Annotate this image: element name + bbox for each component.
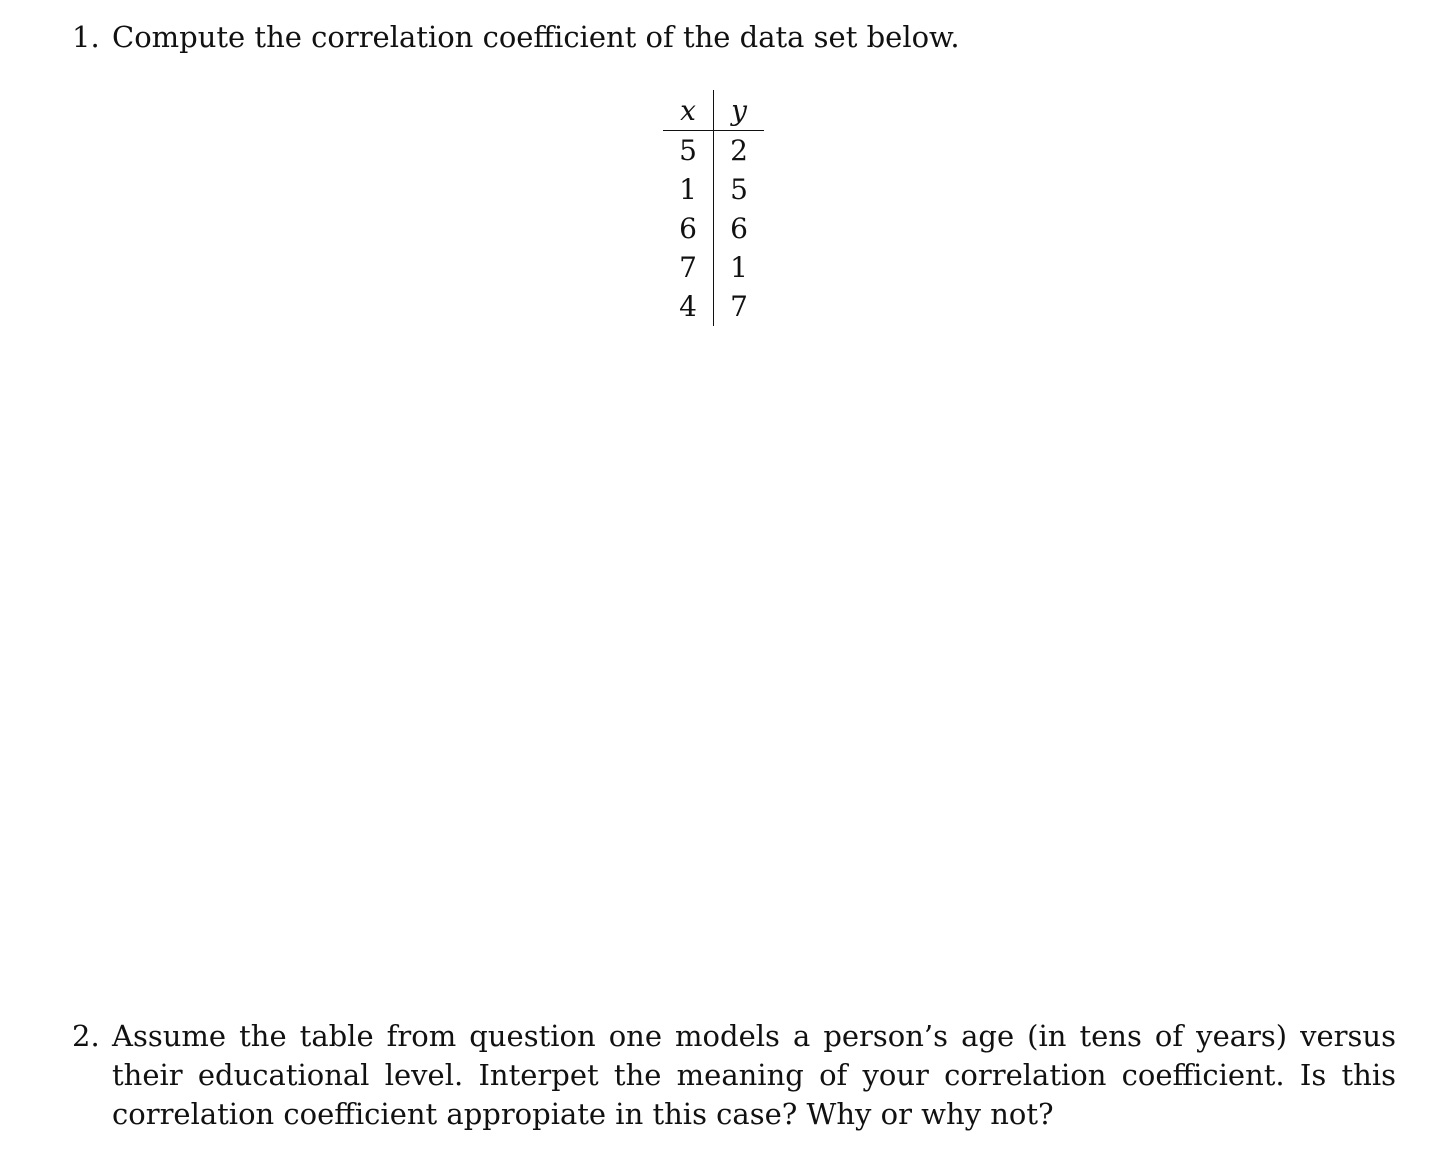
cell-x: 7 [663,248,714,287]
cell-x: 5 [663,131,714,171]
table-row [663,287,764,326]
header-y: y [731,93,747,127]
cell-x: 4 [663,287,714,326]
question-2-number: 2. [72,1019,100,1053]
table-row [663,248,764,287]
question-1-text: Compute the correlation coefficient of the data set below. [112,20,960,54]
question-2 [72,1017,1396,1134]
table-header-row [663,90,764,131]
cell-y: 1 [730,251,748,284]
question-1 [72,18,1392,57]
cell-x: 1 [663,170,714,209]
table-row [663,170,764,209]
table-row [663,131,764,171]
cell-x: 6 [663,209,714,248]
data-table [663,90,764,326]
table-row [663,209,764,248]
cell-y: 7 [730,290,748,323]
cell-y: 2 [730,134,748,167]
question-1-number: 1. [72,20,100,54]
question-2-text: Assume the table from question one models a person’s age (in tens of years) versus their educational level. Interpet the meaning of your correlation coefficient. Is this correlation coefficient appropiate in this case? Why or why not? [112,1019,1396,1131]
cell-y: 5 [730,173,748,206]
header-x: x [663,90,714,131]
cell-y: 6 [730,212,748,245]
